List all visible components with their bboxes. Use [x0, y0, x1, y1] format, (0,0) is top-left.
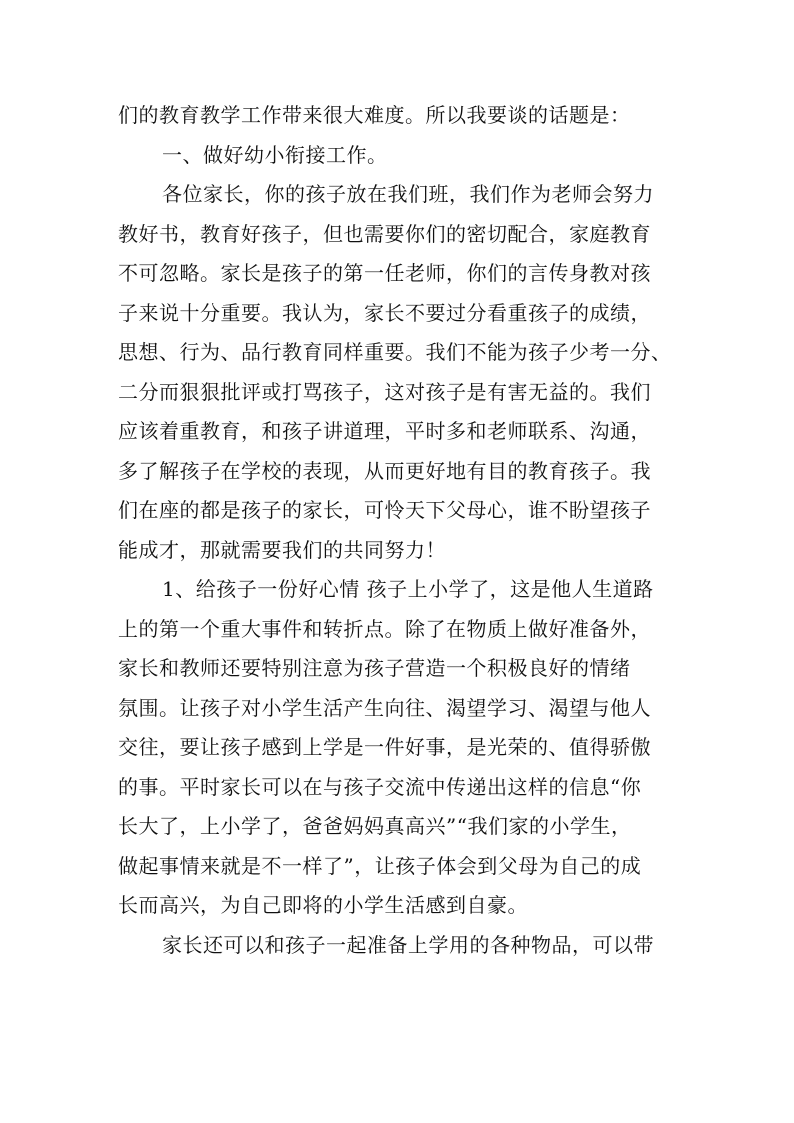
- text-line: 的事。平时家长可以在与孩子交流中传递出这样的信息“你: [118, 774, 642, 799]
- text-line: 思想、行为、品行教育同样重要。我们不能为孩子少考一分、: [118, 340, 672, 364]
- paragraph-start-line: 1、给孩子一份好心情 孩子上小学了，这是他人生道路: [162, 577, 654, 601]
- text-line: 能成才，那就需要我们的共同努力！: [118, 537, 446, 562]
- paragraph-start-line: 家长还可以和孩子一起准备上学用的各种物品，可以带: [162, 932, 654, 957]
- text-line: 二分而狠狠批评或打骂孩子，这对孩子是有害无益的。我们: [118, 379, 651, 404]
- text-line: 交往，要让孩子感到上学是一件好事，是光荣的、值得骄傲: [118, 735, 651, 759]
- section-heading: 一、做好幼小衔接工作。: [162, 142, 388, 167]
- text-line: 应该着重教育，和孩子讲道理，平时多和老师联系、沟通，: [118, 419, 651, 443]
- text-line: 不可忽略。家长是孩子的第一任老师，你们的言传身教对孩: [118, 261, 651, 285]
- text-line: 长大了，上小学了，爸爸妈妈真高兴”“我们家的小学生，: [118, 814, 632, 838]
- text-line: 多了解孩子在学校的表现，从而更好地有目的教育孩子。我: [118, 458, 651, 483]
- paragraph-start-line: 各位家长，你的孩子放在我们班，我们作为老师会努力: [162, 182, 654, 206]
- text-line: 氛围。让孩子对小学生活产生向往、渴望学习、渴望与他人: [118, 695, 651, 720]
- document-body: [118, 96, 678, 965]
- text-line: 教好书，教育好孩子，但也需要你们的密切配合，家庭教育: [118, 221, 651, 246]
- text-line: 们在座的都是孩子的家长，可怜天下父母心，谁不盼望孩子: [118, 498, 651, 522]
- text-line: 长而高兴，为自己即将的小学生活感到自豪。: [118, 893, 528, 917]
- text-line: 做起事情来就是不一样了”，让孩子体会到父母为自己的成: [118, 853, 642, 878]
- text-line: 子来说十分重要。我认为，家长不要过分看重孩子的成绩，: [118, 300, 651, 325]
- text-line: 们的教育教学工作带来很大难度。所以我要谈的话题是：: [118, 103, 631, 127]
- text-line: 家长和教师还要特别注意为孩子营造一个积极良好的情绪: [118, 656, 631, 680]
- text-line: 上的第一个重大事件和转折点。除了在物质上做好准备外，: [118, 616, 651, 641]
